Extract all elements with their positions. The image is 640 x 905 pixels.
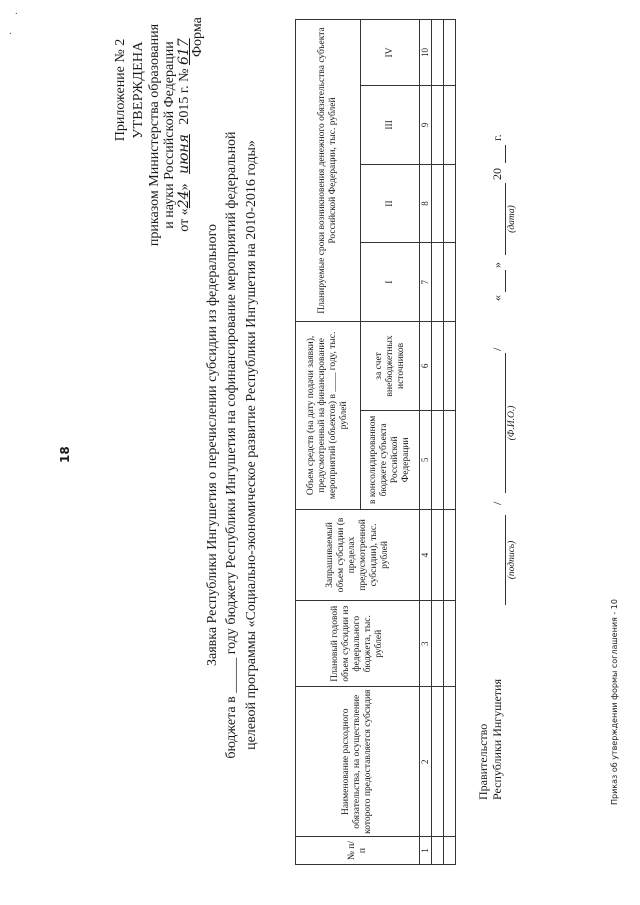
slash-left: /	[490, 501, 504, 505]
date-year-line[interactable]	[505, 145, 506, 163]
signature-caption: (подпись)	[507, 540, 517, 580]
order-quote: »	[177, 183, 192, 191]
scan-mark: ·	[6, 31, 17, 35]
column-number: 3	[420, 601, 432, 687]
header-col-name: Наименование расходного обязательства, на осуществление которого предоставляется субсидия	[296, 687, 420, 837]
table-cell[interactable]	[432, 410, 444, 509]
date-year-suffix: г.	[490, 134, 504, 141]
table-cell[interactable]	[444, 322, 456, 411]
date-day-line[interactable]	[505, 270, 506, 292]
table-cell[interactable]	[444, 687, 456, 837]
title-line-2: бюджета в _____ году бюджету Республики Ингушетия на софинансирование мероприятий федеральной	[224, 131, 239, 759]
column-number: 4	[420, 509, 432, 600]
order-number: 617	[176, 38, 192, 66]
header-col-terms: Планируемые сроки возникновения денежного обязательства субъекта Российской Федерации, тыс. рублей	[296, 20, 361, 322]
table-cell[interactable]	[432, 86, 444, 165]
header-funds-budget: в консолидированном бюджете субъекта Российской Федерации	[361, 410, 420, 509]
title-line-1: Заявка Республики Ингушетия о перечислении субсидии из федерального	[205, 223, 220, 667]
request-table	[295, 19, 456, 865]
column-number: 2	[420, 687, 432, 837]
table-cell[interactable]	[432, 20, 444, 86]
date-quote-close: »	[490, 262, 504, 268]
table-cell[interactable]	[444, 509, 456, 600]
column-number: 8	[420, 164, 432, 243]
table-cell[interactable]	[432, 837, 444, 865]
name-caption: (Ф.И.О.)	[507, 405, 517, 441]
header-col-plan: Плановый годовой объем субсидии из федерального бюджета, тыс. рублей	[296, 601, 420, 687]
date-month-line[interactable]	[505, 183, 506, 255]
table-cell[interactable]	[444, 86, 456, 165]
table-cell[interactable]	[432, 322, 444, 411]
table-cell[interactable]	[444, 410, 456, 509]
header-row-1	[296, 20, 361, 865]
title-line-3: целевой программы «Социально-экономическое развитие Республики Ингушетия на 2010-2016 годы»	[244, 140, 259, 750]
table-cell[interactable]	[432, 509, 444, 600]
footer-note: Приказ об утверждении формы соглашения - 10	[610, 599, 619, 805]
government-label-line-2: Республики Ингушетия	[490, 679, 504, 800]
column-number: 10	[420, 20, 432, 86]
table-cell[interactable]	[444, 164, 456, 243]
column-number: 1	[420, 837, 432, 865]
order-year: 2015 г. №	[177, 68, 192, 125]
table-cell[interactable]	[444, 601, 456, 687]
header-col-funds: Объем средств (на дату подачи заявки), предусмотренный на финансирование мероприятий (объектов) в ____ году, тыс. рублей	[296, 322, 361, 510]
scan-mark: ·	[12, 11, 23, 15]
date-caption: (дата)	[507, 205, 517, 233]
government-label-line-1: Правительство	[476, 723, 490, 800]
header-quarter-4: IV	[361, 20, 420, 86]
table-cell[interactable]	[444, 20, 456, 86]
column-number: 7	[420, 243, 432, 322]
column-number: 5	[420, 410, 432, 509]
table-row	[444, 20, 456, 865]
column-number-row	[420, 20, 432, 865]
date-quote-open: «	[490, 295, 504, 301]
order-line-1: приказом Министерства образования	[147, 23, 162, 247]
signature-line[interactable]	[505, 515, 506, 605]
header-col-no: № п/п	[296, 837, 420, 865]
column-number: 9	[420, 86, 432, 165]
order-day: 24	[176, 190, 192, 209]
table-cell[interactable]	[432, 243, 444, 322]
page-number: 18	[58, 446, 72, 463]
table-cell[interactable]	[432, 601, 444, 687]
table-cell[interactable]	[444, 837, 456, 865]
name-line[interactable]	[505, 353, 506, 493]
header-col-requested: Запрашиваемый объем субсидии (в пределах предусмотренной субсидии), тыс. рублей	[296, 509, 420, 600]
table-cell[interactable]	[432, 164, 444, 243]
order-line-2: и науки Российской Федерации	[162, 41, 177, 229]
header-funds-extra: за счет внебюджетных источников	[361, 322, 420, 411]
table-cell[interactable]	[432, 687, 444, 837]
approved-heading: УТВЕРЖДЕНА	[131, 41, 146, 139]
slash-right: /	[490, 347, 504, 351]
date-year: 20	[490, 168, 504, 180]
header-quarter-2: II	[361, 164, 420, 243]
header-quarter-1: I	[361, 243, 420, 322]
appendix-number: Приложение № 2	[113, 38, 128, 142]
header-quarter-3: III	[361, 86, 420, 165]
order-from: от «	[177, 208, 192, 232]
form-label: Форма	[190, 17, 205, 57]
table-row	[432, 20, 444, 865]
column-number: 6	[420, 322, 432, 411]
table-cell[interactable]	[444, 243, 456, 322]
order-month: июня	[176, 134, 192, 174]
